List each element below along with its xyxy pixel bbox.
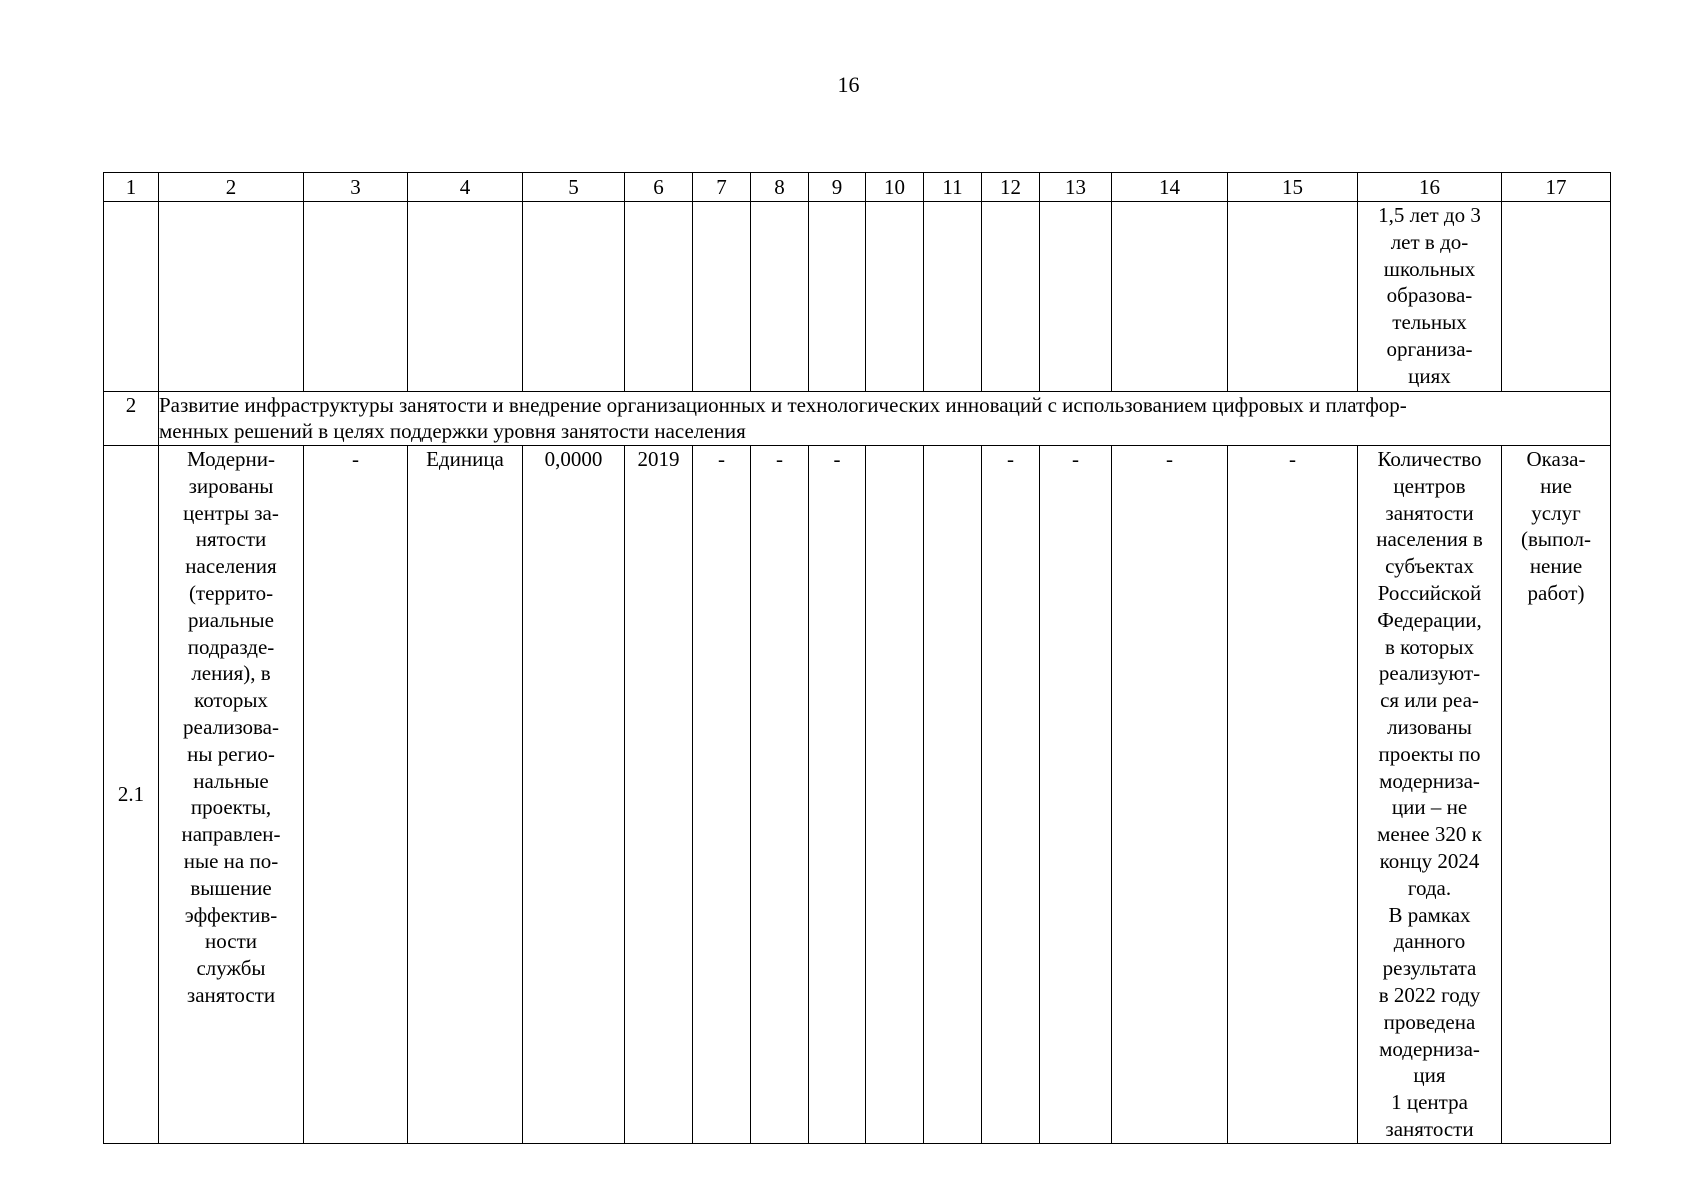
table-cell <box>625 202 693 392</box>
column-number-cell: 14 <box>1112 173 1228 202</box>
item-number: 2.1 <box>104 446 159 1144</box>
column-number-cell: 11 <box>924 173 982 202</box>
base-year-cell: 2019 <box>625 446 693 1144</box>
column-number-cell: 10 <box>866 173 924 202</box>
table-cell <box>1040 202 1112 392</box>
table-cell <box>1228 202 1358 392</box>
column-number-cell: 9 <box>809 173 866 202</box>
table-cell <box>866 446 924 1144</box>
table-cell: - <box>1228 446 1358 1144</box>
table-cell <box>1112 202 1228 392</box>
table-cell: - <box>751 446 809 1144</box>
continued-indicator-text-cell <box>1358 202 1502 392</box>
table-cell <box>1502 202 1611 392</box>
column-number-cell: 3 <box>304 173 408 202</box>
column-number-cell: 7 <box>693 173 751 202</box>
table-cell <box>104 202 159 392</box>
column-number-cell: 2 <box>159 173 304 202</box>
table-cell <box>408 202 523 392</box>
table-cell <box>809 202 866 392</box>
section-row <box>104 392 1611 446</box>
base-value-cell: 0,0000 <box>523 446 625 1144</box>
column-number-cell: 13 <box>1040 173 1112 202</box>
column-number-cell: 15 <box>1228 173 1358 202</box>
document-table <box>103 172 1611 1144</box>
column-number-cell: 17 <box>1502 173 1611 202</box>
result-type-text: Оказа- ние услуг (выпол- нение работ) <box>1521 447 1591 605</box>
table-cell: - <box>1112 446 1228 1144</box>
table-cell <box>304 202 408 392</box>
unit-cell: Единица <box>408 446 523 1144</box>
table-cell: - <box>1040 446 1112 1144</box>
column-number-cell: 12 <box>982 173 1040 202</box>
column-number-cell: 5 <box>523 173 625 202</box>
table-cell <box>924 446 982 1144</box>
page-number: 16 <box>837 72 860 97</box>
table-cell <box>751 202 809 392</box>
table-cell <box>982 202 1040 392</box>
table-cell <box>693 202 751 392</box>
table-cell: - <box>693 446 751 1144</box>
continued-indicator-text: 1,5 лет до 3 лет в до- школьных образова- тельных организа- циях <box>1378 203 1481 388</box>
table-cell <box>924 202 982 392</box>
table-cell: - <box>809 446 866 1144</box>
section-title: Развитие инфраструктуры занятости и внедрение организационных и технологических инноваций с использованием цифровых и платфор- менных решений в целях поддержки уровня занятости населения <box>159 393 1407 443</box>
column-number-cell: 4 <box>408 173 523 202</box>
result-name-cell <box>159 446 304 1144</box>
continuation-row <box>104 202 1611 392</box>
characteristic-cell <box>1358 446 1502 1144</box>
column-number-cell: 8 <box>751 173 809 202</box>
column-number-row <box>104 173 1611 202</box>
result-name: Модерни- зированы центры за- нятости населения (террито- риальные подразде- ления), в которых реализова- ны регио- нальные проекты, направлен- ные на по- вышение эффектив- ности службы занятости <box>181 447 281 1007</box>
column-number-cell: 16 <box>1358 173 1502 202</box>
column-number-cell: 6 <box>625 173 693 202</box>
table-cell <box>523 202 625 392</box>
section-title-cell <box>159 392 1611 446</box>
table-cell <box>159 202 304 392</box>
table-cell <box>866 202 924 392</box>
column-number-cell: 1 <box>104 173 159 202</box>
item-row <box>104 446 1611 1144</box>
section-number: 2 <box>104 392 159 446</box>
table-cell: - <box>982 446 1040 1144</box>
result-type-cell <box>1502 446 1611 1144</box>
characteristic-text: Количество центров занятости населения в субъектах Российской Федерации, в которых реализуют- ся или реа- лизованы проекты по модерниза- ции – не менее 320 к концу 2024 года. В рамках данного результата в 2022 году проведена модерниза- ция 1 центра занятости <box>1376 447 1483 1141</box>
table-cell: - <box>304 446 408 1144</box>
